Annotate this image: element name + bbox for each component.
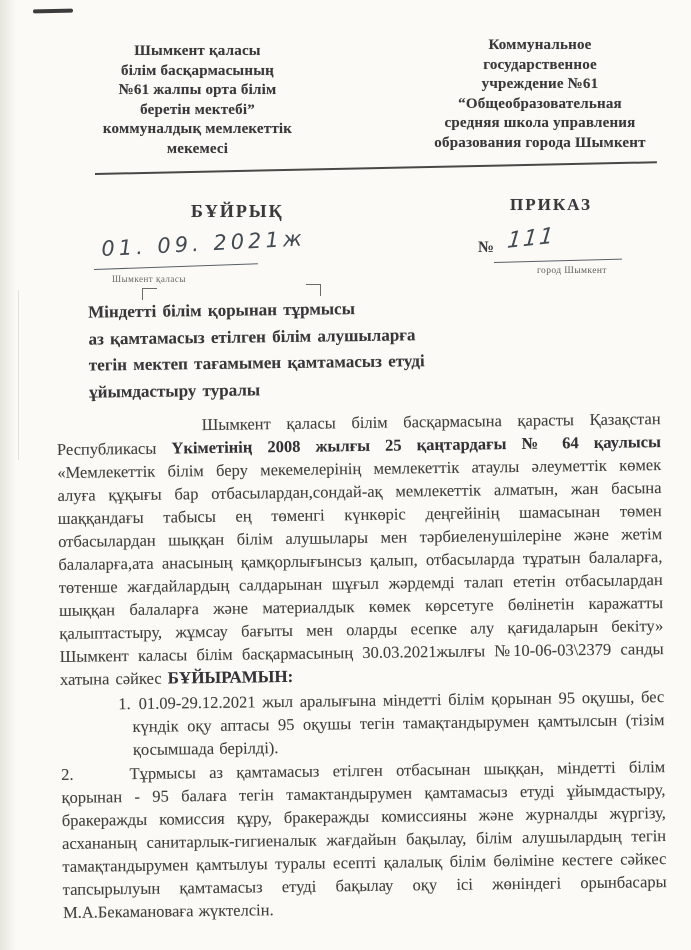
handwritten-date: 01. 09. 2021ж (100, 226, 307, 261)
order-item-2-text: Тұрмысы аз қамтамасыз етілген отбасынан шыққан, міндетті білім қорынан - 95 балаға тегін тамактандырумен қамтамасыз етуді ұйымдастыру, бракеражды комиссия құру, бракеражды комиссияны және журналды жүргізу, асхананың санитарлык-гигиеналык жағдайын бақылау, білім алушылардың тегін тамақтандырумен қамтылуы туралы есепті қалалық білім бөліміне кестеге сәйкес тапсырылуын қамтамасыз етуді бақылау оқу ісі жөніндегі орынбасары М.А.Бекамановаға жүктелсін. (61, 757, 667, 922)
header-kk-line: беретін мектебі” (140, 101, 255, 118)
body-lead-in: Шымкент қаласы білім басқармасына қарасты Қазақстан Республикасы (56, 409, 661, 459)
order-title (88, 292, 660, 405)
header-ru-line: “Общеобразовательная (458, 95, 622, 112)
order-title-line: аз қамтамасыз етілген білім алушыларға (88, 324, 416, 349)
order-item-2 (61, 755, 667, 924)
header-ru-line: учреждение №61 (481, 76, 599, 92)
header-kk-line: мекемесі (166, 140, 229, 157)
document-content (55, 292, 667, 924)
body-paragraph (57, 407, 665, 691)
order-item-1-marker: 1. (118, 694, 131, 714)
order-title-line: ұйымдастыру туралы (89, 379, 261, 402)
number-sign: № (478, 239, 495, 256)
body-resolve-word: БҰЙЫРАМЫН: (167, 666, 294, 688)
corner-bracket-right (306, 284, 321, 296)
body-decree-reference: Үкіметінің 2008 жылғы 25 қаңтардағы № 64 қаулысы (171, 432, 662, 458)
order-label-kazakh: БҰЙРЫҚ (191, 201, 284, 221)
number-place-label: город Шымкент (537, 266, 607, 276)
header-ru-line: средняя школа управления (444, 115, 636, 131)
order-title-line: Міндетті білім қорынан тұрмысы (88, 299, 356, 322)
number-underline (494, 259, 622, 263)
header-divider-line (95, 161, 657, 175)
order-item-2-marker: 2. (61, 764, 74, 784)
date-place-label: Шымкент қаласы (112, 274, 186, 284)
header-kk-line: коммуналдық мемлекеттік (102, 121, 293, 137)
date-underline (94, 263, 258, 270)
handwritten-order-number: 111 (506, 223, 557, 254)
scan-mark (33, 9, 73, 14)
order-item-1-text: 01.09-29.12.2021 жыл аралығына міндетті білім қорынан 95 оқушы, бес күндік оқу аптасы 95 оқушы тегін тамақтандырумен қамтылсын (тізім қосымшада берілді). (132, 687, 665, 760)
header-ru-line: Коммунальное (488, 37, 592, 53)
header-ru-line: государственное (483, 56, 597, 73)
header-organization-ru (415, 36, 665, 153)
scan-edge-shadow (0, 0, 16, 950)
header-kk-line: білім басқармасының (121, 62, 274, 79)
body-quote-text: «Мемлекеттік білім беру мекемелерінің мемлекеттік атаулы әлеуметтік көмек алуға құқығы бар отбасылардан,сондай-ақ мемлекеттік алматын, жан басына шаққандағы табысы ең төменгі күнкөріс деңгейінің шамасынан төмен отбасылардан шыққан білім алушылары мен тәрбиеленушілеріне және жетім балаларға,ата анасының қамқорлығынсыз қалып, отбасыларда тұратын балаларға, төтенше жағдайлардың салдарынан шұғыл жәрдемді талап ететін отбасылардан шыққан балаларға және материалдык көмек көрсетуге бөлінетін каражатты қалыптастыру, жұмсау бағыты мен оларды есепке алу қағидаларын бекіту» Шымкент каласы білім басқармасының 30.03.2021жылғы №10-06-03\2379 санды хатына сәйкес (57, 455, 664, 689)
order-item-2-gap (74, 779, 130, 780)
order-item-1 (118, 685, 665, 761)
header-kk-line: Шымкент қаласы (134, 43, 261, 59)
order-title-line: тегін мектеп тағамымен қамтамасыз етуді (88, 351, 425, 375)
order-label-russian: ПРИКАЗ (510, 195, 592, 214)
header-kk-line: №61 жалпы орта білім (118, 82, 277, 98)
header-ru-line: образования города Шымкент (434, 134, 646, 151)
header-organization-kk (100, 42, 295, 159)
scan-artifact-line (18, 290, 19, 460)
